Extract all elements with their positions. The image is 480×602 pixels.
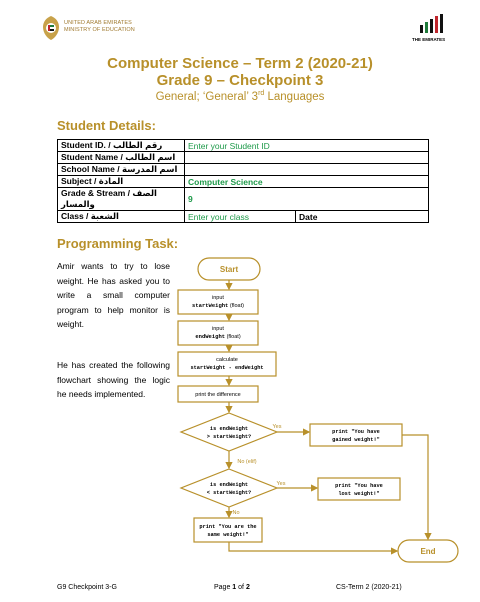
no-elif-label: No (elif): [237, 459, 257, 465]
subject-label: Subject / المادة: [58, 176, 185, 188]
subject-value: Computer Science: [185, 176, 429, 188]
input1-label-a: input: [212, 295, 224, 301]
lost-b: lost weight!": [338, 491, 380, 497]
same-b: same weight!": [207, 532, 249, 538]
same-output-box: [194, 518, 262, 542]
page-of: of: [236, 584, 246, 591]
class-field[interactable]: Enter your class: [185, 211, 296, 223]
decision-greater: [181, 413, 277, 451]
org-line2: MINISTRY OF EDUCATION: [64, 27, 135, 33]
subtitle-pre: General; ‘General’ 3: [155, 90, 259, 103]
page-number: 1: [232, 584, 237, 591]
student-name-label: Student Name / اسم الطالب: [58, 152, 185, 164]
lost-a: print "You have: [335, 483, 383, 489]
page-prefix: Page: [214, 584, 233, 591]
footer-page: [214, 584, 250, 591]
calc-label-a: calculate: [216, 357, 238, 363]
decision2-b: < startWeight?: [206, 490, 252, 496]
gained-b: gained weight!": [332, 437, 380, 443]
document-title: Computer Science – Term 2 (2020-21): [107, 55, 373, 72]
student-id-field[interactable]: Enter your Student ID: [185, 140, 429, 152]
same-a: print "You are the: [199, 524, 257, 530]
decision-less: [181, 469, 277, 507]
input2-var: endWeight: [195, 333, 226, 340]
student-id-label: Student ID. / رقم الطالب: [58, 140, 185, 152]
no2-label: No: [232, 510, 240, 516]
task-paragraph-2: He has created the following flowchart showing the logic he needs implemented.: [57, 360, 170, 399]
footer-left: G9 Checkpoint 3-G: [57, 584, 117, 591]
subtitle-post: Languages: [264, 90, 325, 103]
subtitle-sup: rd: [258, 90, 265, 97]
emirates-logo-text: THE EMIRATES: [412, 37, 446, 42]
document-grade: Grade 9 – Checkpoint 3: [156, 72, 324, 89]
end-label: End: [420, 547, 436, 556]
yes1-label: Yes: [272, 424, 282, 430]
input2-label-b: [195, 333, 240, 340]
task-paragraph-1: Amir wants to try to lose weight. He has asked you to write a small computer program to help monitor is weight.: [57, 261, 170, 329]
start-label: Start: [219, 265, 239, 274]
input2-type: (float): [225, 334, 241, 340]
input1-var: startWeight: [192, 302, 229, 309]
gained-a: print "You have: [332, 429, 380, 435]
decision1-b: > startWeight?: [206, 434, 252, 440]
programming-task-heading: Programming Task:: [57, 236, 179, 251]
school-name-label: School Name / اسم المدرسة: [58, 164, 185, 176]
input1-label-b: [192, 302, 244, 309]
print-diff-label: print the difference: [195, 392, 241, 398]
input2-label-a: input: [212, 326, 224, 332]
page-count: 2: [245, 584, 250, 591]
decision1-a: is endWeight: [209, 426, 249, 432]
student-details-heading: Student Details:: [57, 118, 156, 133]
calc-label-b: startWeight - endWeight: [190, 365, 264, 371]
grade-stream-label: Grade & Stream / الصف والمسار: [58, 188, 185, 211]
class-label: Class / الشعبة: [58, 211, 185, 223]
yes2-label: Yes: [276, 481, 286, 487]
date-field[interactable]: Date: [296, 211, 429, 223]
grade-stream-value: 9: [185, 188, 429, 211]
footer-right: CS-Term 2 (2020-21): [336, 584, 402, 591]
input1-type: (float): [228, 303, 244, 309]
decision2-a: is endWeight: [209, 482, 249, 488]
calculate-box: [178, 352, 276, 376]
org-line1: UNITED ARAB EMIRATES: [64, 20, 132, 26]
